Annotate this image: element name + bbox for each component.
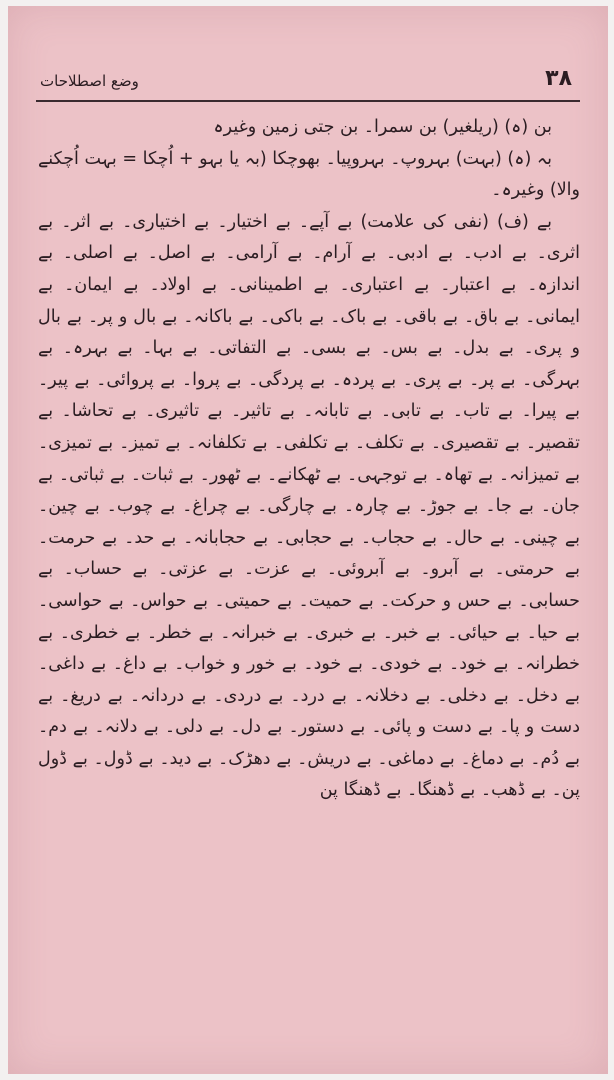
running-header: [36, 66, 580, 102]
entry-be: بے (ف) (نفی کی علامت) بے آپے۔ بے اختیار۔ بے اختیاری۔ بے اثر۔ بے اثری۔ بے ادب۔ بے ادبی۔ بے آرام۔ بے آرامی۔ بے اصل۔ بے اصلی۔ بے اندازہ۔ بے اعتبار۔ بے اعتباری۔ بے اطمینانی۔ بے اولاد۔ بے ایمان۔ بے ایمانی۔ بے باق۔ بے باقی۔ بے باک۔ بے باکی۔ بے باکانہ۔ بے بال و پر۔ بے بال و پری۔ بے بدل۔ بے بس۔ بے بسی۔ بے التفاتی۔ بے بہا۔ بے بہرہ۔ بے بہرگی۔ بے پر۔ بے پری۔ بے پردہ۔ بے پردگی۔ بے پروا۔ بے پروائی۔ بے پیر۔ بے پیرا۔ بے تاب۔ بے تابی۔ بے تابانہ۔ بے تاثیر۔ بے تاثیری۔ بے تحاشا۔ بے تقصیر۔ بے تقصیری۔ بے تکلف۔ بے تکلفی۔ بے تکلفانہ۔ بے تمیز۔ بے تمیزی۔ بے تمیزانہ۔ بے تھاہ۔ بے توجہی۔ بے ٹھکانے۔ بے ٹھور۔ بے ثبات۔ بے ثباتی۔ بے جان۔ بے جا۔ بے جوڑ۔ بے چارہ۔ بے چارگی۔ بے چراغ۔ بے چوب۔ بے چین۔ بے چینی۔ بے حال۔ بے حجاب۔ بے حجابی۔ بے حجابانہ۔ بے حد۔ بے حرمت۔ بے حرمتی۔ بے آبرو۔ بے آبروئی۔ بے عزت۔ بے عزتی۔ بے حساب۔ بے حسابی۔ بے حس و حرکت۔ بے حمیت۔ بے حمیتی۔ بے حواس۔ بے حواسی۔ بے حیا۔ بے حیائی۔ بے خبر۔ بے خبری۔ بے خبرانہ۔ بے خطر۔ بے خطری۔ بے خطرانہ۔ بے خود۔ بے خودی۔ بے خود۔ بے خور و خواب۔ بے داغ۔ بے داغی۔ بے دخل۔ بے دخلی۔ بے دخلانہ۔ بے درد۔ بے دردی۔ بے دردانہ۔ بے دریغ۔ بے دست و پا۔ بے دست و پائی۔ بے دستور۔ بے دل۔ بے دلی۔ بے دلانہ۔ بے دم۔ بے دُم۔ بے دماغ۔ بے دماغی۔ بے دریش۔ بے دھڑک۔ بے دید۔ بے ڈول۔ بے ڈول پن۔ بے ڈھب۔ بے ڈھنگا۔ بے ڈھنگا پن: [38, 211, 580, 801]
entry-ban: بن (ہ) (ریلغیر) بن سمرا۔ بن جتی زمین وغیرہ: [213, 117, 552, 137]
page-number: ۳۸: [545, 66, 572, 91]
document-page: [8, 6, 608, 1074]
running-title: وضع اصطلاحات: [40, 72, 139, 90]
page-body: [38, 112, 580, 807]
entry-bah: بہ (ہ) (بہت) بہروپ۔ بہروپیا۔ بھوچکا (بہ یا بہو + اُچکا = بہت اُچکنے والا) وغیرہ۔: [38, 148, 580, 201]
